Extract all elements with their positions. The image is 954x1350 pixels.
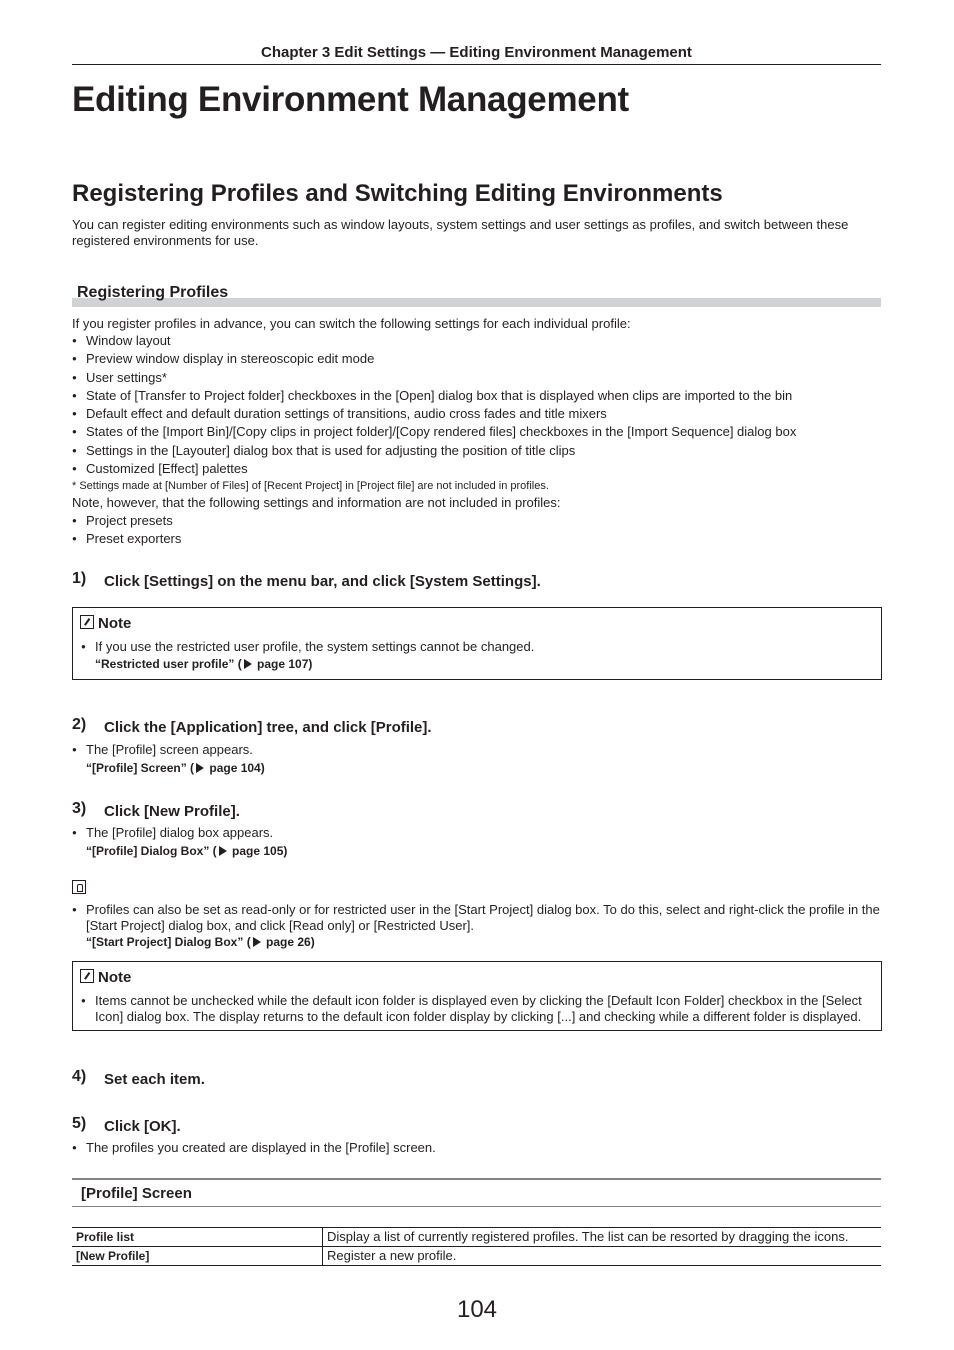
subsection-title: Registering Profiles (77, 284, 229, 301)
ref-page: page 104) (206, 761, 265, 775)
note-heading (80, 615, 131, 632)
step-5-result (72, 1140, 436, 1156)
step-number: 5) (72, 1115, 87, 1132)
section-rule-top (72, 1178, 881, 1180)
table-row (72, 1228, 881, 1247)
step-number: 1) (72, 570, 87, 587)
ref-label: “Restricted user profile” ( (95, 657, 242, 671)
note-item (81, 993, 875, 1025)
section-rule-bottom (72, 1206, 881, 1207)
note-box-1 (72, 607, 882, 680)
step-text: Click [Settings] on the menu bar, and click [System Settings]. (104, 573, 541, 590)
ref-label: “[Profile] Screen” ( (86, 761, 195, 775)
note-text: If you use the restricted user profile, the system settings cannot be changed. (95, 639, 535, 654)
note-box-2 (72, 961, 882, 1031)
tip-icon (72, 880, 86, 894)
profile-screen-heading: [Profile] Screen (81, 1185, 192, 1202)
included-settings-list (72, 332, 796, 478)
step-text: Click the [Application] tree, and click [Profile]. (104, 719, 432, 736)
list-item: ● Project presets (72, 512, 181, 530)
not-included-lead: Note, however, that the following settings and information are not included in profiles: (72, 495, 561, 510)
table-cell-key: Profile list (72, 1228, 323, 1247)
list-item: ● States of the [Import Bin]/[Copy clips in project folder]/[Copy rendered files] checkboxes in the [Import Sequence] dialog box (72, 423, 796, 441)
list-item: ● Preset exporters (72, 530, 181, 548)
table-cell-key: [New Profile] (72, 1247, 323, 1266)
bullet-icon: ● (81, 996, 86, 1005)
note-icon (80, 969, 94, 983)
step-5 (72, 1115, 181, 1136)
page-arrow-icon (244, 659, 252, 669)
section-intro: You can register editing environments such as window layouts, system settings and user settings as profiles, and switch between these registered environments for use. (72, 217, 849, 248)
page-arrow-icon (219, 846, 227, 856)
step-number: 3) (72, 800, 87, 817)
page-number: 104 (456, 1296, 498, 1323)
not-included-list (72, 512, 181, 549)
profile-screen-table (72, 1227, 881, 1266)
step-number: 2) (72, 716, 87, 733)
ref-page: page 107) (253, 657, 313, 671)
note-icon (80, 615, 94, 629)
bullet-icon: ● (72, 745, 77, 754)
step-1 (72, 570, 541, 591)
tip-text: Profiles can also be set as read-only or for restricted user in the [Start Project] dialog box. To do this, select and right-click the profile in the [Start Project] dialog box, and click [Read only] or [Restricted User]. (86, 902, 880, 933)
note-heading (80, 969, 131, 986)
result-text: The profiles you created are displayed in the [Profile] screen. (86, 1140, 436, 1155)
step-2 (72, 716, 432, 737)
running-header: Chapter 3 Edit Settings — Editing Environment Management (261, 44, 692, 61)
page-arrow-icon (253, 937, 261, 947)
table-row (72, 1247, 881, 1266)
cross-reference-link[interactable] (86, 844, 287, 858)
bullet-icon: ● (72, 1143, 77, 1152)
tip-item (72, 902, 881, 934)
cross-reference-link[interactable] (86, 935, 315, 949)
bullet-icon: ● (72, 828, 77, 837)
list-item: ● Settings in the [Layouter] dialog box that is used for adjusting the position of title clips (72, 442, 796, 460)
list-item: ● Window layout (72, 332, 796, 350)
cross-reference-link[interactable] (95, 657, 312, 671)
note-item (81, 639, 534, 655)
table-cell-value: Register a new profile. (323, 1247, 882, 1266)
ref-page: page 105) (228, 844, 288, 858)
page-arrow-icon (196, 763, 204, 773)
section-title: Registering Profiles and Switching Editing Environments (72, 180, 723, 207)
list-item: ● State of [Transfer to Project folder] checkboxes in the [Open] dialog box that is displayed when clips are imported to the bin (72, 387, 796, 405)
step-text: Set each item. (104, 1071, 205, 1088)
list-item: ● Default effect and default duration settings of transitions, audio cross fades and title mixers (72, 405, 796, 423)
table-cell-value: Display a list of currently registered profiles. The list can be resorted by dragging the icons. (323, 1228, 882, 1247)
ref-label: “[Start Project] Dialog Box” ( (86, 935, 251, 949)
list-item: ● Customized [Effect] palettes (72, 460, 796, 478)
result-text: The [Profile] dialog box appears. (86, 825, 274, 840)
subsection-lead: If you register profiles in advance, you can switch the following settings for each individual profile: (72, 316, 631, 331)
step-4 (72, 1068, 205, 1089)
step-text: Click [OK]. (104, 1118, 181, 1135)
cross-reference-link[interactable] (86, 761, 265, 775)
header-rule (72, 64, 881, 65)
step-2-result (72, 742, 253, 758)
bullet-icon: ● (81, 642, 86, 651)
list-item: ● Preview window display in stereoscopic edit mode (72, 350, 796, 368)
footnote: * Settings made at [Number of Files] of [Recent Project] in [Project file] are not included in profiles. (72, 480, 549, 492)
ref-page: page 26) (262, 935, 315, 949)
page-title: Editing Environment Management (72, 80, 629, 119)
result-text: The [Profile] screen appears. (86, 742, 253, 757)
list-item: ● User settings* (72, 369, 796, 387)
ref-label: “[Profile] Dialog Box” ( (86, 844, 217, 858)
note-text: Items cannot be unchecked while the default icon folder is displayed even by clicking the [Default Icon Folder] checkbox in the [Select Icon] dialog box. The display returns to the default icon folder display by clicking [...] and checking while a different folder is displayed. (95, 993, 862, 1024)
step-number: 4) (72, 1068, 87, 1085)
bullet-icon: ● (72, 905, 77, 914)
step-3-result (72, 825, 273, 841)
note-title: Note (98, 969, 132, 986)
step-text: Click [New Profile]. (104, 803, 240, 820)
note-title: Note (98, 615, 132, 632)
step-3 (72, 800, 240, 821)
